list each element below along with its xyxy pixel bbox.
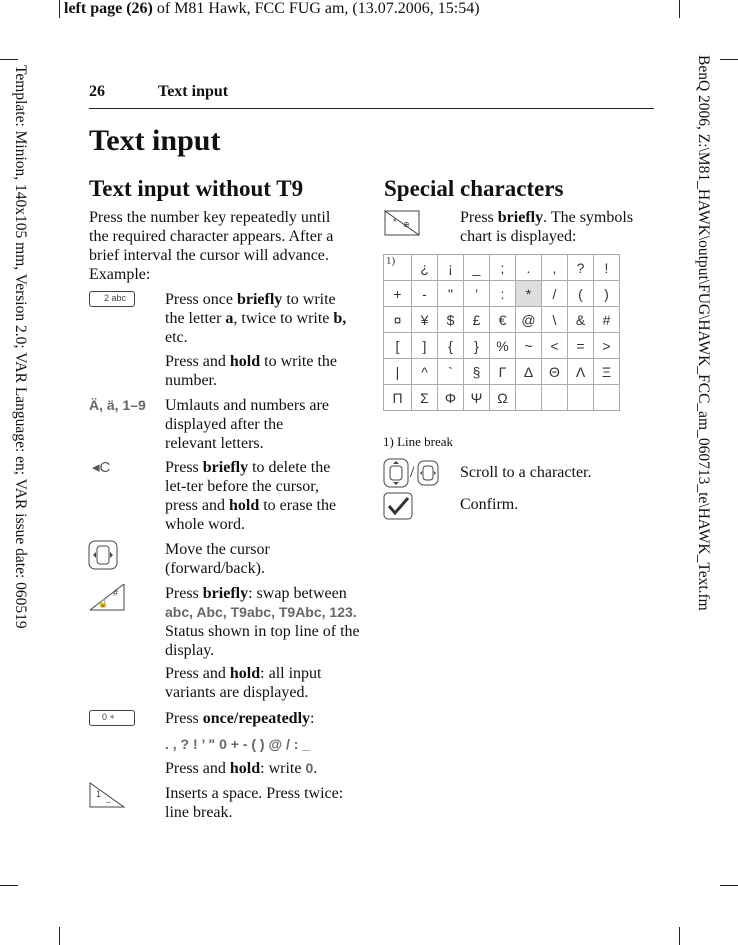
navigation-key-lr-icon: [417, 458, 439, 488]
table-cell: [: [384, 333, 412, 359]
table-cell: ": [438, 281, 464, 307]
table-cell: Ξ: [594, 359, 620, 385]
table-cell: `: [438, 359, 464, 385]
table-cell: [594, 385, 620, 411]
key-0-icon: 0 +: [89, 710, 135, 726]
table-cell: §: [464, 359, 490, 385]
table-cell: >: [594, 333, 620, 359]
table-row: [384, 281, 620, 307]
svg-text:#: #: [113, 588, 119, 598]
running-title: Text input: [158, 83, 229, 100]
crop-mark: [720, 885, 738, 886]
table-cell: {: [438, 333, 464, 359]
table-cell: Φ: [438, 385, 464, 411]
table-cell: ¿: [412, 255, 438, 281]
table-cell: Σ: [412, 385, 438, 411]
table-cell: ~: [516, 333, 542, 359]
table-cell: -: [412, 281, 438, 307]
table-cell: ¡: [438, 255, 464, 281]
table-row: [384, 359, 620, 385]
table-cell: +: [384, 281, 412, 307]
table-cell: Λ: [568, 359, 594, 385]
key-2-icon: 2 abc: [89, 291, 135, 307]
crop-mark: [59, 927, 60, 945]
clear-key-text: Press briefly to delete the let-ter before the cursor, press and hold to erase the whole word.: [165, 459, 337, 533]
table-cell: ): [594, 281, 620, 307]
star-key-icon: [383, 209, 421, 237]
hash-key-icon: [88, 582, 126, 612]
key-2-text: Press once briefly to write the letter a, twice to write b, etc.: [165, 291, 347, 346]
symbols-table: [383, 254, 620, 411]
crop-mark: [679, 0, 680, 18]
umlauts-text: Umlauts and numbers are displayed after the relevant letters.: [165, 397, 329, 452]
table-cell: |: [384, 359, 412, 385]
side-file-path: BenQ 2006, Z:\M81_HAWK\output\FUG\HAWK_FCC_am_060713_te\HAWK_Text.fm: [695, 55, 712, 611]
table-cell: /: [542, 281, 568, 307]
key-1-icon: [88, 781, 126, 809]
table-cell: %: [490, 333, 516, 359]
navigation-key-lr-icon: [88, 540, 118, 570]
table-cell: Δ: [516, 359, 542, 385]
intro-text: Press the number key repeatedly until the required character appears. After a brief interval the cursor will advance. Example:: [89, 209, 334, 283]
key-0-hold-text: Press and hold: write 0.: [165, 760, 318, 777]
footnote: 1) Line break: [383, 434, 454, 449]
page-number: 26: [89, 83, 105, 100]
special-intro: Press briefly. The symbols chart is displayed:: [460, 209, 634, 245]
key-1-text: Inserts a space. Press twice: line break.: [165, 785, 344, 821]
table-cell: [542, 385, 568, 411]
table-cell: (: [568, 281, 594, 307]
scroll-text: Scroll to a character.: [460, 464, 592, 481]
navigation-key-ud-icon: [383, 458, 409, 488]
hash-key-hold-text: Press and hold: all input variants are displayed.: [165, 665, 322, 701]
table-cell: .: [516, 255, 542, 281]
table-cell: Γ: [490, 359, 516, 385]
table-cell: &: [568, 307, 594, 333]
table-cell: Π: [384, 385, 412, 411]
table-cell: ;: [490, 255, 516, 281]
table-cell-highlighted: *: [516, 281, 542, 307]
table-cell: Ψ: [464, 385, 490, 411]
table-cell: 1): [384, 255, 412, 281]
table-cell: Ω: [490, 385, 516, 411]
section-heading-special: Special characters: [384, 176, 564, 201]
side-template-info: Template: Minion, 140x105 mm, Version 2.0; VAR Language: en; VAR issue date: 060519: [12, 65, 29, 629]
svg-text:⌴: ⌴: [106, 799, 111, 805]
page-heading: Text input: [89, 124, 221, 157]
table-cell: !: [594, 255, 620, 281]
table-cell: €: [490, 307, 516, 333]
table-cell: [568, 385, 594, 411]
table-cell: ?: [568, 255, 594, 281]
scroll-separator: /: [410, 464, 415, 481]
clear-key-icon: ◂C: [92, 459, 111, 476]
table-row: [384, 255, 620, 281]
svg-text:⊕: ⊕: [403, 220, 410, 229]
key-0-text: Press once/repeatedly:: [165, 710, 315, 727]
key-2-hold-text: Press and hold to write the number.: [165, 353, 338, 389]
umlauts-label: Ä, ä, 1–9: [89, 397, 146, 413]
crop-mark: [720, 59, 738, 60]
confirm-text: Confirm.: [460, 496, 519, 513]
key-0-chars: . , ? ! ’ " 0 + - ( ) @ / : _: [165, 736, 311, 752]
table-cell: }: [464, 333, 490, 359]
checkmark-icon: [383, 492, 413, 520]
table-cell: =: [568, 333, 594, 359]
table-cell: $: [438, 307, 464, 333]
print-header: left page (26) of M81 Hawk, FCC FUG am, (13.07.2006, 15:54): [64, 0, 480, 17]
svg-text:🔒: 🔒: [98, 599, 108, 608]
table-row: [384, 307, 620, 333]
header-rule: [89, 108, 654, 109]
table-row: [384, 333, 620, 359]
crop-mark: [0, 59, 18, 60]
table-row: [384, 385, 620, 411]
svg-text:*: *: [393, 217, 397, 227]
section-heading-no-t9: Text input without T9: [89, 176, 304, 201]
crop-mark: [679, 927, 680, 945]
table-cell: Θ: [542, 359, 568, 385]
table-cell: :: [490, 281, 516, 307]
table-cell: \: [542, 307, 568, 333]
crop-mark: [0, 885, 18, 886]
table-cell: £: [464, 307, 490, 333]
nav-key-text: Move the cursor (forward/back).: [165, 541, 270, 577]
table-cell: @: [516, 307, 542, 333]
svg-text:1: 1: [96, 789, 102, 799]
table-cell: ]: [412, 333, 438, 359]
table-cell: ¤: [384, 307, 412, 333]
table-cell: [516, 385, 542, 411]
table-cell: ,: [542, 255, 568, 281]
hash-key-text: Press briefly: swap between abc, Abc, T9abc, T9Abc, 123. Status shown in top line of the display.: [165, 585, 360, 659]
table-cell: ’: [464, 281, 490, 307]
table-cell: #: [594, 307, 620, 333]
crop-mark: [59, 0, 60, 18]
table-cell: ^: [412, 359, 438, 385]
table-cell: ¥: [412, 307, 438, 333]
table-cell: _: [464, 255, 490, 281]
table-cell: <: [542, 333, 568, 359]
